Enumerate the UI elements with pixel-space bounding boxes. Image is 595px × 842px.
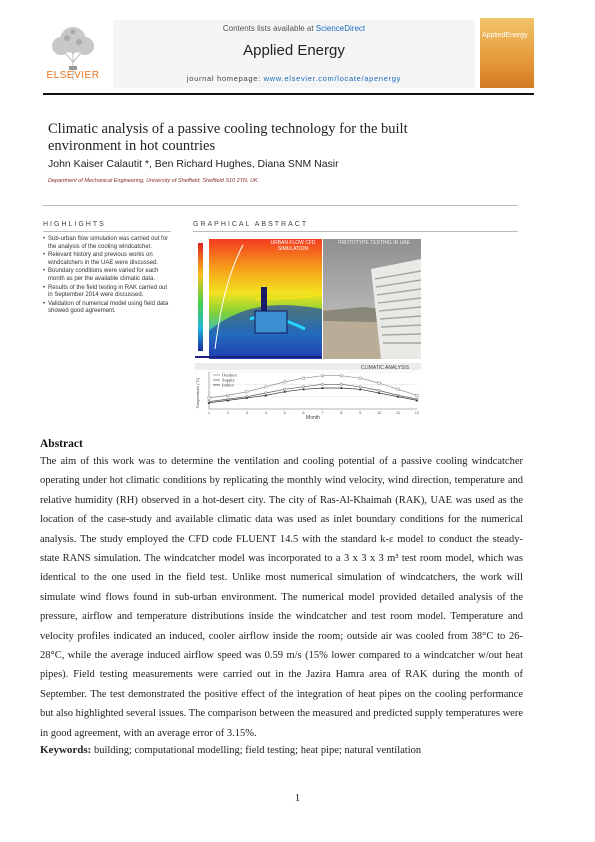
photo-label: PROTOTYPE TESTING IN UAE [338,240,410,246]
keywords-text: building; computational modelling; field testing; heat pipe; natural ventilation [91,745,422,756]
chart-legend-label: Indoor [222,382,234,388]
chart-title: CLIMATIC ANALYSIS [360,365,410,371]
contents-line [113,24,475,33]
author-list: John Kaiser Calautit *, Ben Richard Hughes, Diana SNM Nasir [48,158,339,170]
chart-ylabel: Temperature (°C) [195,377,200,409]
elsevier-wordmark: ELSEVIER [46,70,100,81]
chart-x-tick-label: 8 [340,410,343,415]
chart-x-tick-label: 7 [321,410,324,415]
highlights-rule [43,231,171,232]
chart-point-outdoor [302,377,304,379]
chart-point-supply [265,392,267,394]
chart-xlabel: Month [306,415,320,419]
highlights-list [43,236,171,317]
chart-x-tick-label: 11 [396,410,401,415]
abstract-body: The aim of this work was to determine the ventilation and cooling potential of a passive cooling windcatcher operating under hot climatic conditions by replicating the monthly wind velocity, wind direction, temperature and relative humidity (RH) observed in a hot-desert city. The city of Ras-Al-Khaimah (RAK), UAE was used as the location of the case-study and available climatic data was used as inlet boundary conditions for the numerical analysis. The study employed the CFD code FLUENT 14.5 with the standard k-ε model to conduct the steady-state RANS simulation. The windcatcher model was incorporated to a 3 x 3 x 3 m³ test room model, which was identical to the one used in the field test. Unlike most numerical simulation of windcatchers, the work will simulate wind flows found in sub-urban environment. The numerical model provided detailed analysis of the pressure, airflow and temperature distributions inside the windcatcher and test room model. Temperature and velocity profiles indicated an induced, cooler airflow inside the room; outside air was cooled from 38°C to 26-28°C, while the average induced airflow speed was 0.59 m/s (15% lower compared to a windcatcher w/out heat pipes). Field testing measurements were carried out in the Jazira Hamra area of RAK during the month of September. The test demonstrated the positive effect of the integration of heat pipes on the cooling performance but also highlighted several issues. The comparison between the measured and predicted supply temperatures were in good agreement, with an average error of 3.15%. [40,456,523,739]
graphical-abstract-rule [193,231,518,232]
journal-homepage [113,74,475,83]
prototype-photo [323,239,421,359]
chart-point-outdoor [246,391,248,393]
climatic-analysis-chart [195,363,421,419]
chart-legend [213,373,238,388]
cover-title: AppliedEnergy [482,32,528,39]
chart-x-tick-label: 2 [226,410,230,415]
highlights-heading: HIGHLIGHTS [43,221,106,228]
chart-x-tick-label: 12 [414,410,420,415]
chart-point-outdoor [227,394,229,396]
homepage-prefix: journal homepage: [186,74,264,83]
highlight-item: • Relevant history and previous works on windcatchers in the UAE were discussed. [43,252,171,267]
chart-point-supply [359,386,361,388]
chart-point-supply [378,389,380,391]
chart-point-outdoor [378,382,380,384]
cfd-simulation-image [195,239,322,359]
chart-point-outdoor [283,381,285,383]
paper-title: Climatic analysis of a passive cooling technology for the built environment in hot countries [48,121,408,154]
contents-prefix: Contents lists available at [222,24,316,33]
chart-x-tick-label: 6 [302,410,305,415]
highlight-item: • Sub-urban flow simulation was carried out for the analysis of the cooling windcatcher. [43,236,171,251]
cfd-label: URBAN FLOW CFD SIMULATION [270,240,316,252]
journal-cover-thumbnail [480,18,534,88]
journal-title: Applied Energy [243,42,345,59]
chart-point-outdoor [416,394,418,396]
chart-point-outdoor [265,386,267,388]
highlight-item: • Validation of numerical model using field data showed good agreement. [43,301,171,316]
chart-x-tick-label: 5 [283,410,286,415]
chart-legend-label: Outdoor [222,372,237,378]
chart-point-supply [321,383,323,385]
homepage-link[interactable]: www.elsevier.com/locate/apenergy [263,74,402,83]
sciencedirect-link[interactable]: ScienceDirect [315,24,366,33]
highlight-item: • Results of the field testing in RAK carried out in September 2014 were discussed. [43,285,171,300]
keywords-label: Keywords: [40,744,92,756]
chart-point-outdoor [321,375,323,377]
chart-point-supply [283,388,285,390]
keywords-line [40,744,523,756]
chart-x-tick-label: 9 [359,410,362,415]
graphical-abstract-heading: GRAPHICAL ABSTRACT [193,221,309,228]
chart-point-outdoor [340,375,342,377]
chart-point-outdoor [208,397,210,399]
header-rule [43,93,534,95]
chart-x-tick-label: 10 [376,410,382,415]
highlight-item: • Boundary conditions were varied for each month as per the available climatic data. [43,268,171,283]
title-rule [43,205,518,206]
affiliation: Department of Mechanical Engineering, University of Sheffield, Sheffield S10 2TN, UK [48,178,258,184]
page-number: 1 [294,793,301,804]
chart-x-tick-label: 3 [245,410,248,415]
chart-x-tick-label: 1 [207,410,211,415]
chart-point-supply [302,386,304,388]
chart-point-outdoor [397,388,399,390]
chart-x-tick-label: 4 [264,410,267,415]
chart-point-supply [340,383,342,385]
chart-legend-label: Supply [222,377,235,383]
chart-point-outdoor [359,377,361,379]
abstract-heading: Abstract [40,438,83,450]
